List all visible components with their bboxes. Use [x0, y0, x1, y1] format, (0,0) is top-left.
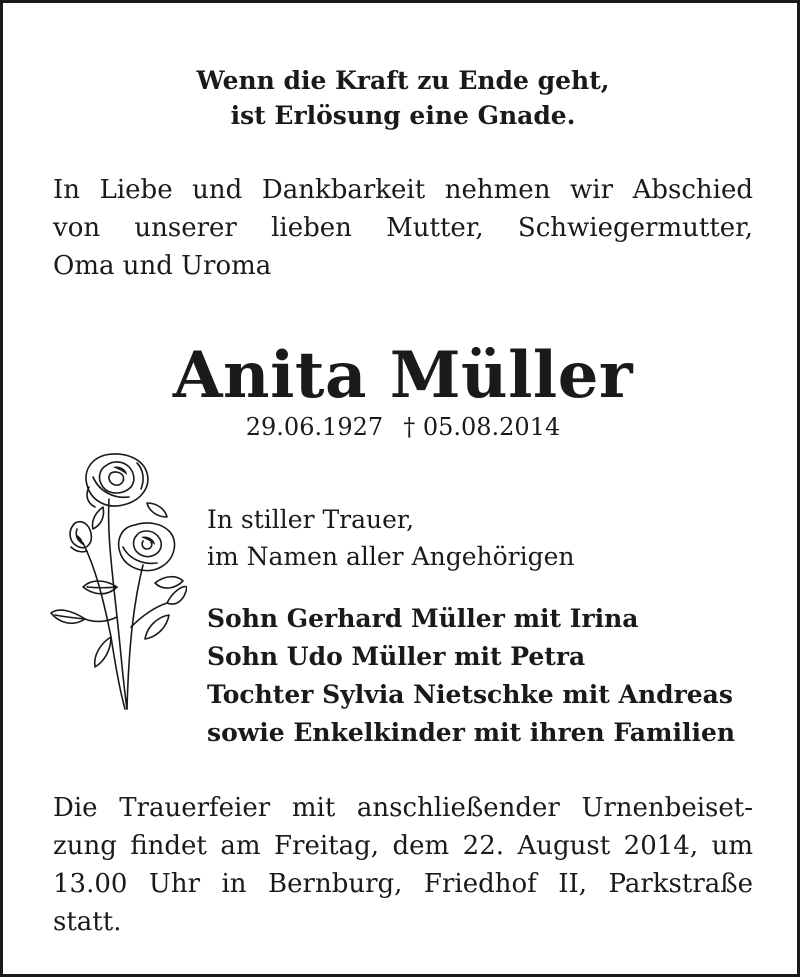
intro-text: [53, 171, 753, 285]
intro-line: Oma und Uroma: [53, 251, 272, 281]
motto-line: ist Erlösung eine Gnade.: [230, 101, 576, 130]
family-member: Sohn Udo Müller mit Petra: [207, 642, 586, 671]
family-list: [207, 600, 735, 752]
birth-date: 29.06.1927: [245, 413, 384, 441]
mourning-text: [207, 501, 575, 575]
service-line: 13.00 Uhr in Bernburg, Friedhof II, Parkstraße: [53, 869, 753, 899]
intro-line: von unserer lieben Mutter, Schwiegermutter,: [53, 213, 753, 243]
funeral-service-text: [53, 789, 753, 941]
family-member: Tochter Sylvia Nietschke mit Andreas: [207, 680, 733, 709]
service-line: zung findet am Freitag, dem 22. August 2014, um: [53, 831, 753, 861]
family-member: Sohn Gerhard Müller mit Irina: [207, 604, 639, 633]
motto: [3, 63, 800, 133]
mourning-line: im Namen aller Angehörigen: [207, 542, 575, 571]
deceased-name: Anita Müller: [172, 338, 634, 413]
service-line: statt.: [53, 907, 122, 937]
death-date: † 05.08.2014: [403, 413, 561, 441]
motto-line: Wenn die Kraft zu Ende geht,: [196, 66, 610, 95]
service-line: Die Trauerfeier mit anschließender Urnenbeiset-: [53, 793, 753, 823]
intro-line: In Liebe und Dankbarkeit nehmen wir Abschied: [53, 175, 753, 205]
life-dates: [3, 411, 800, 443]
family-member: sowie Enkelkinder mit ihren Familien: [207, 718, 736, 747]
mourning-line: In stiller Trauer,: [207, 505, 415, 534]
rose-icon: [47, 447, 187, 717]
